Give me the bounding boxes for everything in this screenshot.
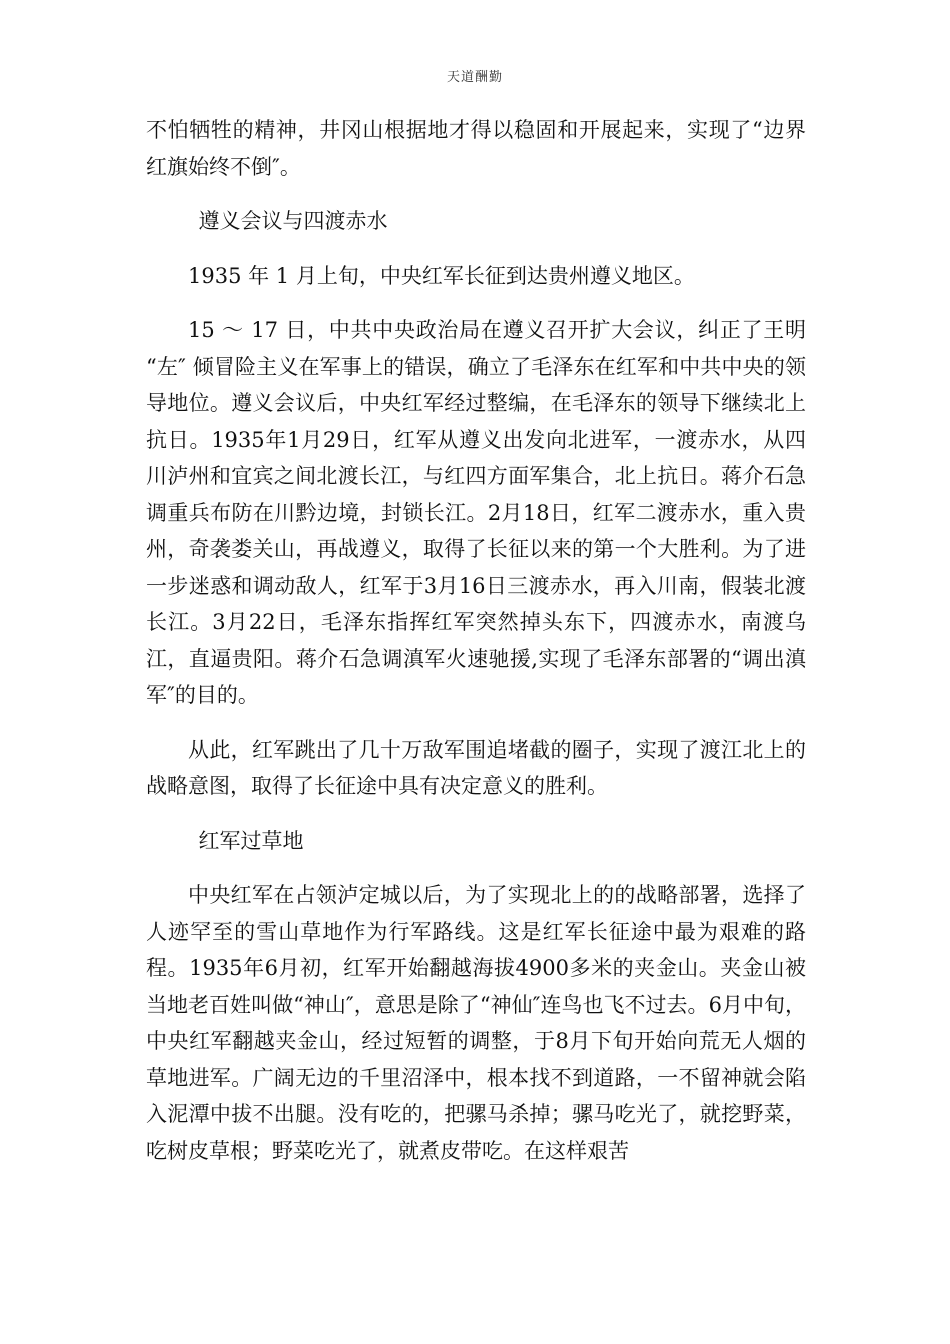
paragraph-victory: 从此，红军跳出了几十万敌军围追堵截的圈子，实现了渡江北上的战略意图，取得了长征途中具有决定意义的胜利。 (146, 737, 806, 798)
paragraph-continuation: 不怕牺牲的精神，井冈山根据地才得以稳固和开展起来，实现了“边界红旗始终不倒″。 (146, 118, 806, 179)
paragraph-grassland: 中央红军在占领泸定城以后，为了实现北上的的战略部署，选择了人迹罕至的雪山草地作为行军路线。这是红军长征途中最为艰难的路程。1935年6月初，红军开始翻越海拔4900多米的夹金山。夹金山被当地老百姓叫做“神山″，意思是除了“神仙″连鸟也飞不过去。6月中旬，中央红军翻越夹金山，经过短暂的调整，于8月下旬开始向荒无人烟的草地进军。广阔无边的千里沼泽中，根本找不到道路，一不留神就会陷入泥潭中拔不出腿。没有吃的，把骡马杀掉；骡马吃光了，就挖野菜，吃树皮草根；野菜吃光了，就煮皮带吃。在这样艰苦 (146, 883, 806, 1163)
paragraph-zunyi-arrival: 1935 年 1 月上旬，中央红军长征到达贵州遵义地区。 (188, 263, 695, 288)
section-heading-zunyi: 遵义会议与四渡赤水 (198, 209, 388, 233)
paragraph-zunyi-meeting: 15 ～ 17 日，中共中央政治局在遵义召开扩大会议，纠正了王明 “左″ 倾冒险主义在军事上的错误，确立了毛泽东在红军和中共中央的领导地位。遵义会议后，中央红军经过整编，在毛泽东的领导下继续北上抗日。1935年1月29日，红军从遵义出发向北进军，一渡赤水，从四川泸州和宜宾之间北渡长江，与红四方面军集合，北上抗日。蒋介石急调重兵布防在川黔边境，封锁长江。2月18日，红军二渡赤水，重入贵州，奇袭娄关山，再战遵义，取得了长征以来的第一个大胜利。为了进一步迷惑和调动敌人，红军于3月16日三渡赤水，再入川南，假装北渡长江。3月22日，毛泽东指挥红军突然掉头东下，四渡赤水，南渡乌江，直逼贵阳。蒋介石急调滇军火速驰援,实现了毛泽东部署的“调出滇军″的目的。 (146, 318, 806, 707)
section-heading-grassland: 红军过草地 (198, 828, 304, 853)
document-body (146, 112, 806, 1187)
page-header: 天道酬勤 (446, 70, 503, 85)
